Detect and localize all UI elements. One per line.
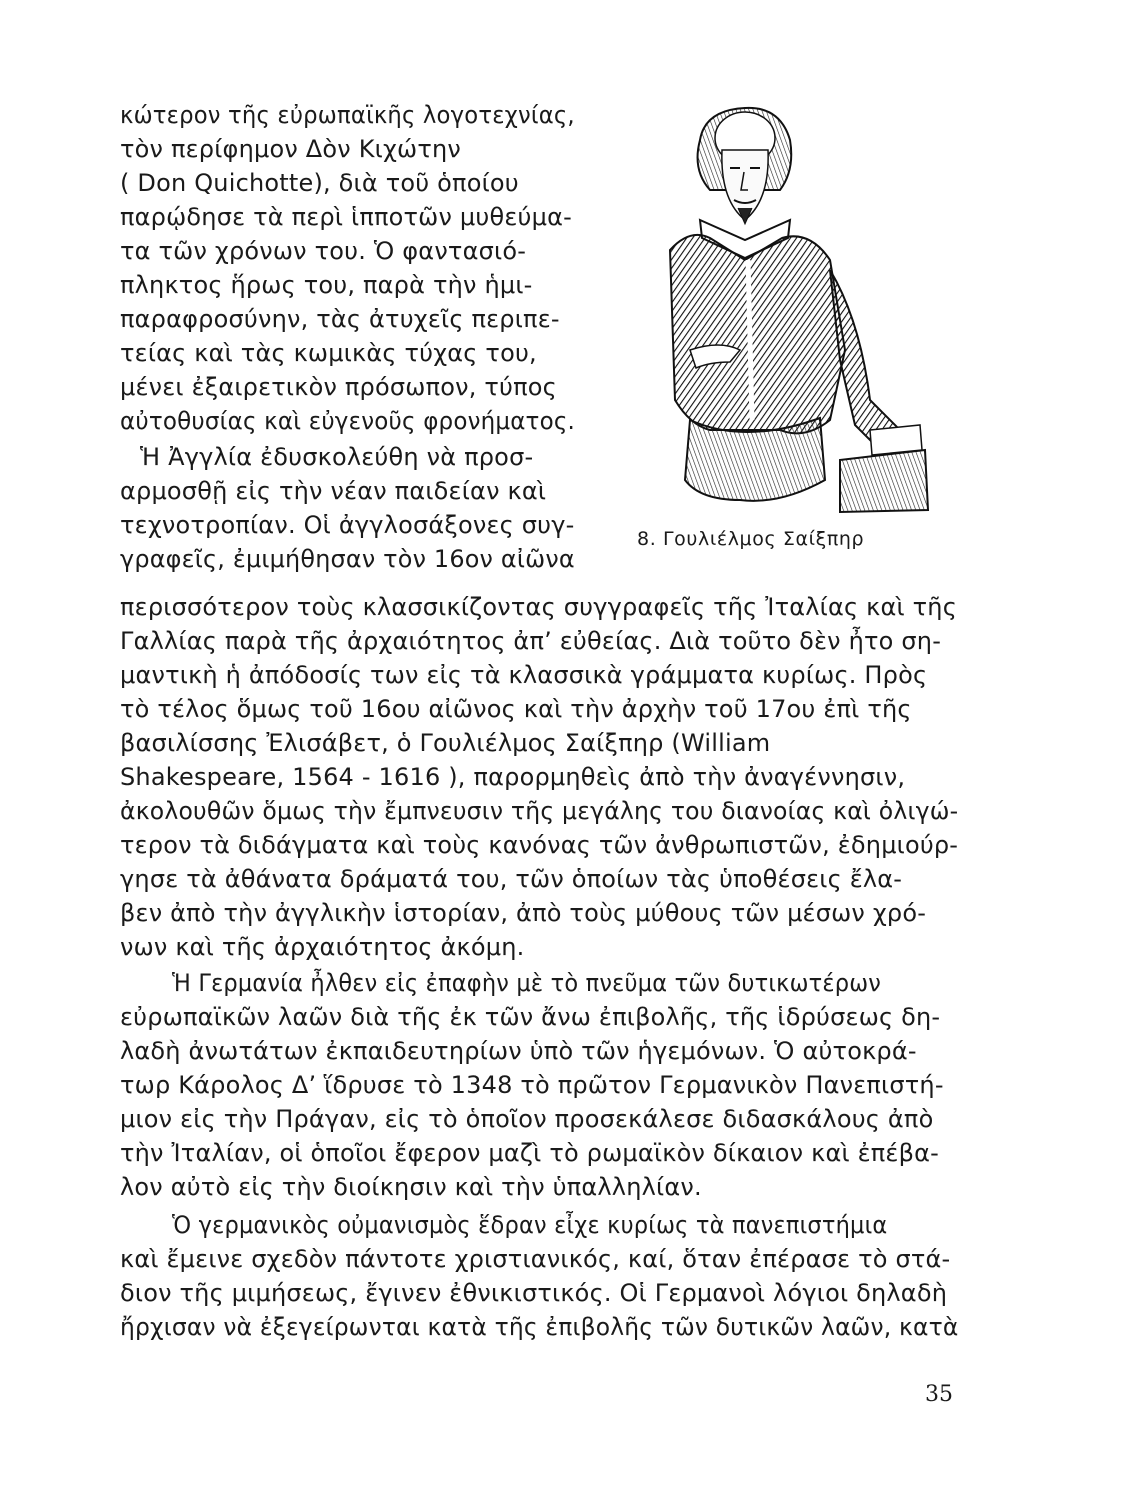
text-line: Shakespeare, 1564 - 1616 ), παρορμηθεὶς ἀπὸ τὴν ἀναγέννησιν, <box>120 763 906 791</box>
text-line: μένει ἐξαιρετικὸν πρόσωπον, τύπος <box>120 373 557 401</box>
text-line: τείας καὶ τὰς κωμικὰς τύχας του, <box>120 339 537 367</box>
text-line: τερον τὰ διδάγματα καὶ τοὺς κανόνας τῶν ἀνθρωπιστῶν, ἐδημιούρ- <box>120 831 959 859</box>
figure-caption: 8. Γουλιέλμος Σαίξπηρ <box>637 528 865 550</box>
portrait-engraving-icon <box>630 100 930 520</box>
text-line: ( Don Quichotte), διὰ τοῦ ὁποίου <box>120 169 519 197</box>
text-line: τὸ τέλος ὅμως τοῦ 16ου αἰῶνος καὶ τὴν ἀρχὴν τοῦ 17ου ἐπὶ τῆς <box>120 695 912 723</box>
text-line: τα τῶν χρόνων του. Ὁ φαντασιό- <box>120 237 527 265</box>
text-line: τεχνοτροπίαν. Οἱ ἀγγλοσάξονες συγ- <box>120 511 575 539</box>
text-line: γησε τὰ ἀθάνατα δράματά του, τῶν ὁποίων τὰς ὑποθέσεις ἔλα- <box>120 865 903 893</box>
paragraph-start-line: Ὁ γερμανικὸς οὐμανισμὸς ἕδραν εἶχε κυρίως τὰ πανεπιστήμια <box>172 1211 888 1239</box>
text-line: νων καὶ τῆς ἀρχαιότητος ἀκόμη. <box>120 933 525 961</box>
text-line: βασιλίσσης Ἐλισάβετ, ὁ Γουλιέλμος Σαίξπηρ (William <box>120 729 771 757</box>
text-line: παραφροσύνην, τὰς ἀτυχεῖς περιπε- <box>120 305 560 333</box>
text-line: διον τῆς μιμήσεως, ἔγινεν ἐθνικιστικός. Οἱ Γερμανοὶ λόγιοι δηλαδὴ <box>120 1279 948 1307</box>
shakespeare-portrait-illustration <box>630 100 930 520</box>
text-line: γραφεῖς, ἐμιμήθησαν τὸν 16ον αἰῶνα <box>120 545 575 573</box>
text-line: τὸν περίφημον Δὸν Κιχώτην <box>120 135 461 163</box>
text-line: περισσότερον τοὺς κλασσικίζοντας συγγραφεῖς τῆς Ἰταλίας καὶ τῆς <box>120 593 957 621</box>
text-line: καὶ ἔμεινε σχεδὸν πάντοτε χριστιανικός, καί, ὅταν ἐπέρασε τὸ στά- <box>120 1245 951 1273</box>
text-line: λον αὐτὸ εἰς τὴν διοίκησιν καὶ τὴν ὑπαλληλίαν. <box>120 1173 702 1201</box>
text-line: παρῴδησε τὰ περὶ ἱπποτῶν μυθεύμα- <box>120 203 572 231</box>
text-line: μιον εἰς τὴν Πράγαν, εἰς τὸ ὁποῖον προσεκάλεσε διδασκάλους ἀπὸ <box>120 1105 934 1133</box>
paragraph-start-line: Ἡ Γερμανία ἦλθεν εἰς ἐπαφὴν μὲ τὸ πνεῦμα τῶν δυτικωτέρων <box>172 969 882 997</box>
text-line: τὴν Ἰταλίαν, οἱ ὁποῖοι ἔφερον μαζὶ τὸ ρωμαϊκὸν δίκαιον καὶ ἐπέβα- <box>120 1139 940 1167</box>
paragraph-start-line: Ἡ Ἀγγλία ἐδυσκολεύθη νὰ προσ- <box>140 443 534 471</box>
page-number: 35 <box>925 1382 953 1407</box>
text-line: ἀκολουθῶν ὅμως τὴν ἔμπνευσιν τῆς μεγάλης του διανοίας καὶ ὀλιγώ- <box>120 797 959 825</box>
text-line: Γαλλίας παρὰ τῆς ἀρχαιότητος ἀπ’ εὐθείας. Διὰ τοῦτο δὲν ἦτο ση- <box>120 627 942 655</box>
text-line: αρμοσθῇ εἰς τὴν νέαν παιδείαν καὶ <box>120 477 547 505</box>
text-line: αὐτοθυσίας καὶ εὐγενοῦς φρονήματος. <box>120 407 576 435</box>
text-line: εὐρωπαϊκῶν λαῶν διὰ τῆς ἐκ τῶν ἄνω ἐπιβολῆς, τῆς ἱδρύσεως δη- <box>120 1003 941 1031</box>
text-line: τωρ Κάρολος Δ’ ἵδρυσε τὸ 1348 τὸ πρῶτον Γερμανικὸν Πανεπιστή- <box>120 1071 944 1099</box>
text-line: πληκτος ἥρως του, παρὰ τὴν ἡμι- <box>120 271 533 299</box>
text-line: ἤρχισαν νὰ ἐξεγείρωνται κατὰ τῆς ἐπιβολῆς τῶν δυτικῶν λαῶν, κατὰ <box>120 1313 959 1341</box>
text-line: βεν ἀπὸ τὴν ἀγγλικὴν ἱστορίαν, ἀπὸ τοὺς μύθους τῶν μέσων χρό- <box>120 899 927 927</box>
text-line: λαδὴ ἀνωτάτων ἐκπαιδευτηρίων ὑπὸ τῶν ἡγεμόνων. Ὁ αὐτοκρά- <box>120 1037 917 1065</box>
text-line: κώτερον τῆς εὐρωπαϊκῆς λογοτεχνίας, <box>120 101 575 129</box>
text-line: μαντικὴ ἡ ἀπόδοσίς των εἰς τὰ κλασσικὰ γράμματα κυρίως. Πρὸς <box>120 661 928 689</box>
